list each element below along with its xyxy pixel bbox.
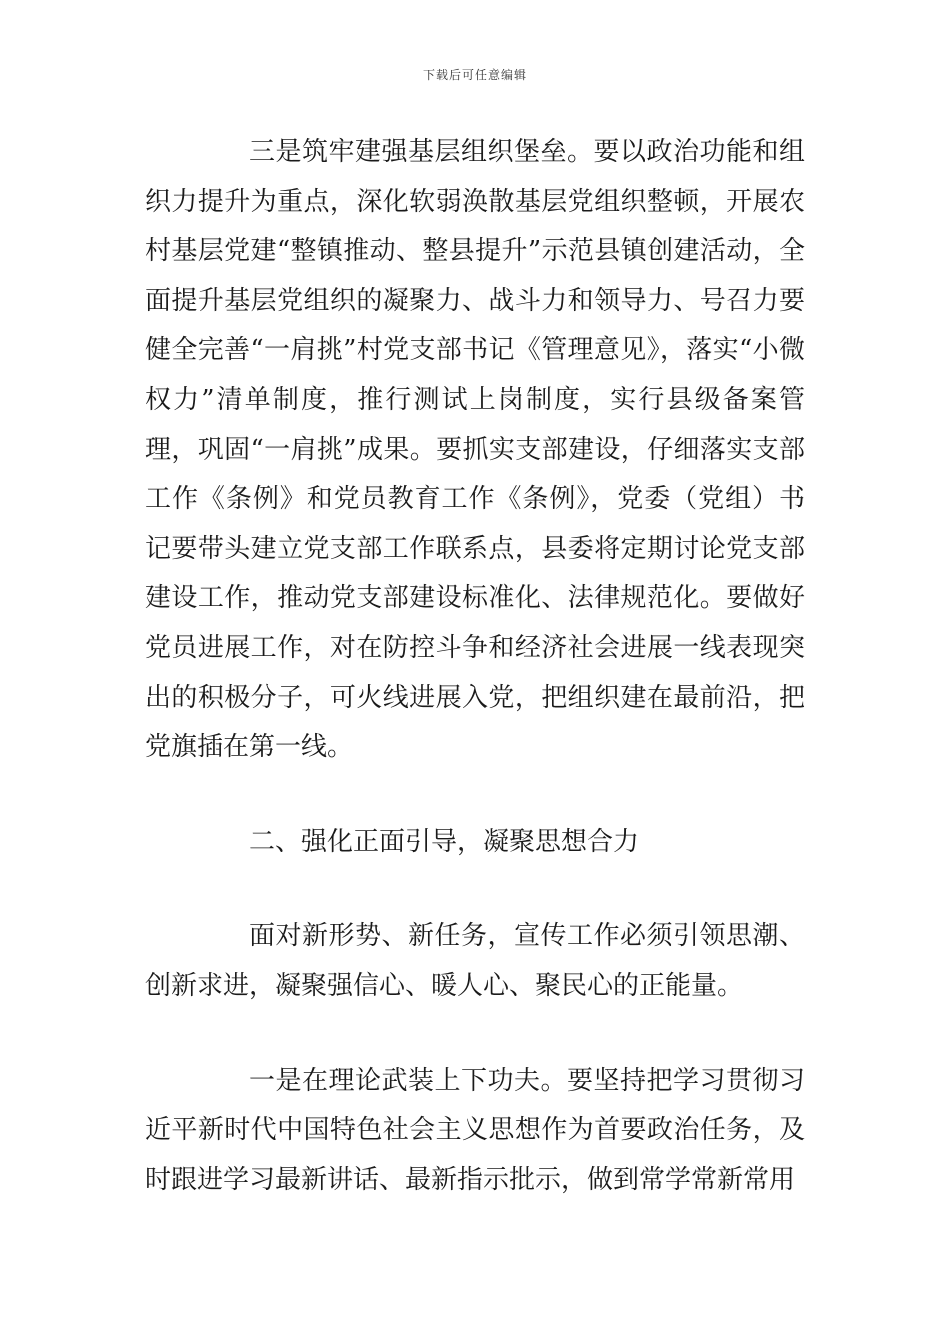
paragraph-grassroots-organization: 三是筑牢建强基层组织堡垒。要以政治功能和组织力提升为重点，深化软弱涣散基层党组织整顿，开展农村基层党建“整镇推动、整县提升”示范县镇创建活动，全面提升基层党组织的凝聚力、战斗力和领导力、号召力要健全完善“一肩挑”村党支部书记《管理意见》，落实“小微权力”清单制度，推行测试上岗制度，实行县级备案管理，巩固“一肩挑”成果。要抓实支部建设，仔细落实支部工作《条例》和党员教育工作《条例》，党委（党组）书记要带头建立党支部工作联系点，县委将定期讨论党支部建设工作，推动党支部建设标准化、法律规范化。要做好党员进展工作，对在防控斗争和经济社会进展一线表现突出的积极分子，可火线进展入党，把组织建在最前沿，把党旗插在第一线。 [145,137,805,763]
page-header-note: 下载后可任意编辑 [422,68,527,82]
paragraph-new-situation: 面对新形势、新任务，宣传工作必须引领思潮、创新求进，凝聚强信心、暖人心、聚民心的正能量。 [145,921,805,1001]
paragraph-theory-study: 一是在理论武装上下功夫。要坚持把学习贯彻习近平新时代中国特色社会主义思想作为首要政治任务，及时跟进学习最新讲话、最新指示批示，做到常学常新常用 [145,1065,805,1195]
section-heading: 二、强化正面引导，凝聚思想合力 [249,826,640,857]
document-body [145,128,805,1205]
